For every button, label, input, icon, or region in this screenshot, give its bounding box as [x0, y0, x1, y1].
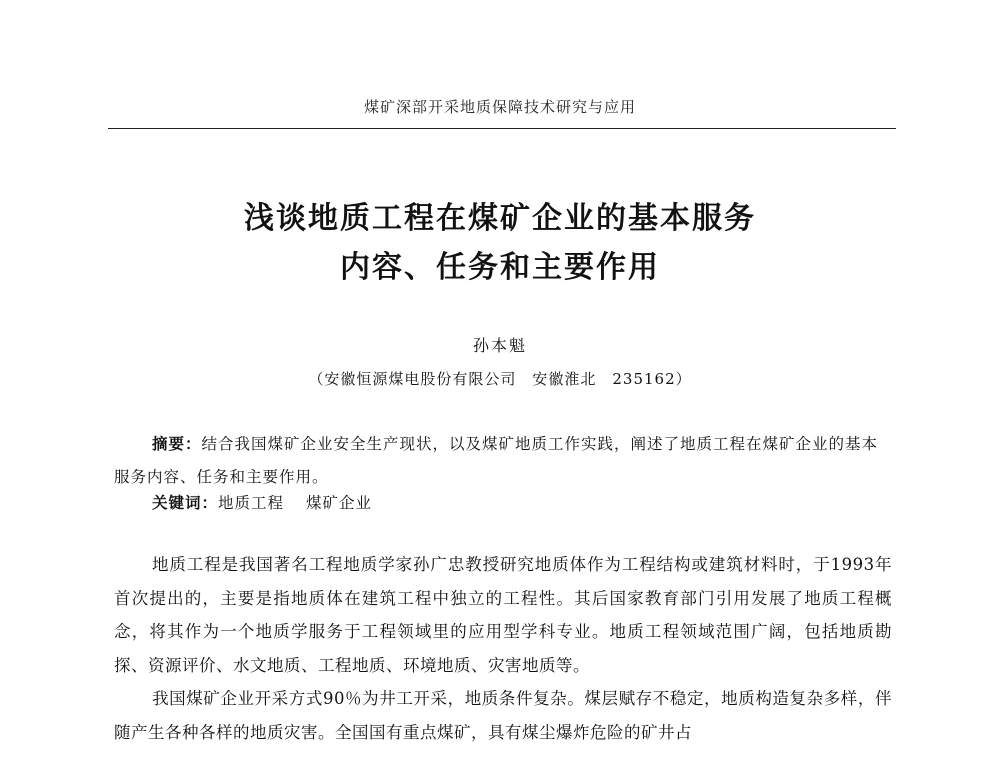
author-affiliation: （安徽恒源煤电股份有限公司 安徽淮北 235162） — [308, 370, 692, 388]
abstract-label: 摘要： — [152, 435, 202, 453]
running-head: 煤矿深部开采地质保障技术研究与应用 — [363, 98, 636, 116]
abstract — [114, 428, 894, 494]
paper-title-line-2: 内容、任务和主要作用 — [340, 250, 660, 285]
body-paragraph-1: 地质工程是我国著名工程地质学家孙广忠教授研究地质体作为工程结构或建筑材料时，于1993年首次提出的，主要是指地质体在建筑工程中独立的工程性。其后国家教育部门引用发展了地质工程概念，将其作为一个地质学服务于工程领域里的应用型学科专业。地质工程领域范围广阔，包括地质勘探、资源评价、水文地质、工程地质、环境地质、灾害地质等。 — [114, 555, 892, 675]
keyword-item: 煤矿企业 — [306, 494, 373, 512]
header-rule — [108, 128, 896, 129]
paper-title-line-1: 浅谈地质工程在煤矿企业的基本服务 — [244, 201, 756, 236]
body-paragraph-2: 我国煤矿企业开采方式90％为井工开采，地质条件复杂。煤层赋存不稳定，地质构造复杂多样，伴随产生各种各样的地质灾害。全国国有重点煤矿，具有煤尘爆炸危险的矿井占 — [114, 689, 892, 742]
keywords — [152, 491, 372, 513]
keywords-label: 关键词： — [152, 494, 219, 512]
abstract-text: 结合我国煤矿企业安全生产现状，以及煤矿地质工作实践，阐述了地质工程在煤矿企业的基本服务内容、任务和主要作用。 — [114, 435, 879, 486]
body-text — [114, 548, 892, 749]
keyword-item: 地质工程 — [218, 494, 285, 512]
author-name: 孙本魁 — [472, 336, 527, 355]
